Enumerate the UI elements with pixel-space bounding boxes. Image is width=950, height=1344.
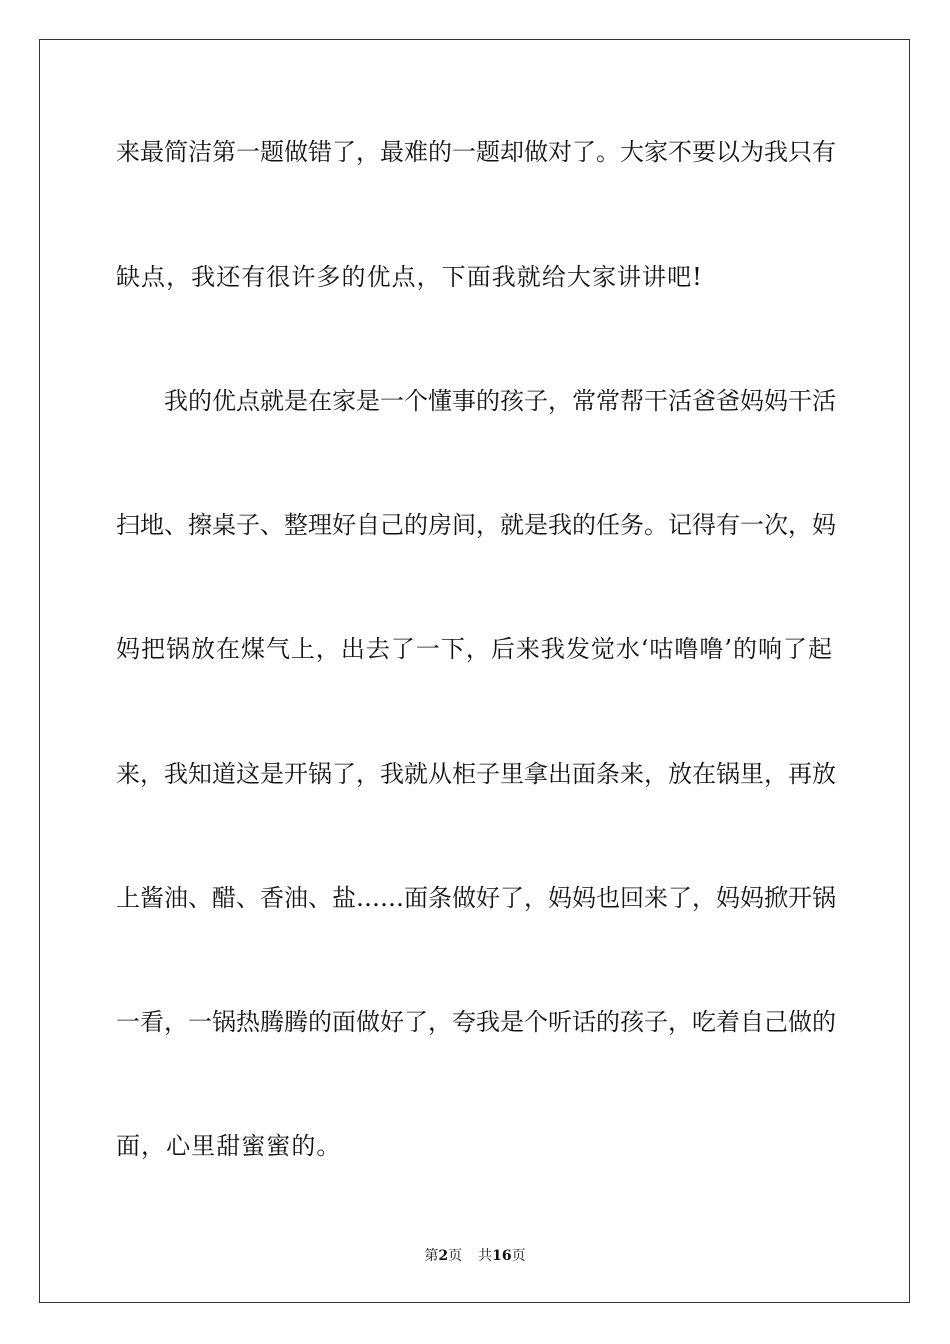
body-text-line-5: 妈把锅放在煤气上，出去了一下，后来我发觉水‘咕噜噜’的响了起 xyxy=(116,635,832,663)
body-text-line-9: 面，心里甜蜜蜜的。 xyxy=(116,1132,342,1160)
page-footer xyxy=(0,1247,950,1265)
total-pages: 16 xyxy=(492,1248,512,1264)
body-text-line-1: 来最简洁第一题做错了，最难的一题却做对了。大家不要以为我只有 xyxy=(116,138,836,166)
page-number: 2 xyxy=(438,1248,449,1264)
page-border xyxy=(39,39,910,1303)
body-text-line-2: 缺点，我还有很许多的优点，下面我就给大家讲讲吧! xyxy=(116,263,703,291)
page-number-suffix: 页 xyxy=(448,1248,463,1264)
total-pages-suffix: 页 xyxy=(511,1248,526,1264)
body-text-line-3: 我的优点就是在家是一个懂事的孩子，常常帮干活爸爸妈妈干活 xyxy=(164,387,836,415)
body-text-line-8: 一看，一锅热腾腾的面做好了，夸我是个听话的孩子，吃着自己做的 xyxy=(116,1008,836,1036)
body-text-line-6: 来，我知道这是开锅了，我就从柜子里拿出面条来，放在锅里，再放 xyxy=(116,760,836,788)
page-number-prefix: 第 xyxy=(424,1248,439,1264)
body-text-line-4: 扫地、擦桌子、整理好自己的房间，就是我的任务。记得有一次，妈 xyxy=(116,511,836,539)
total-pages-prefix: 共 xyxy=(478,1248,493,1264)
body-text-line-7: 上酱油、醋、香油、盐……面条做好了，妈妈也回来了，妈妈掀开锅 xyxy=(116,884,836,912)
